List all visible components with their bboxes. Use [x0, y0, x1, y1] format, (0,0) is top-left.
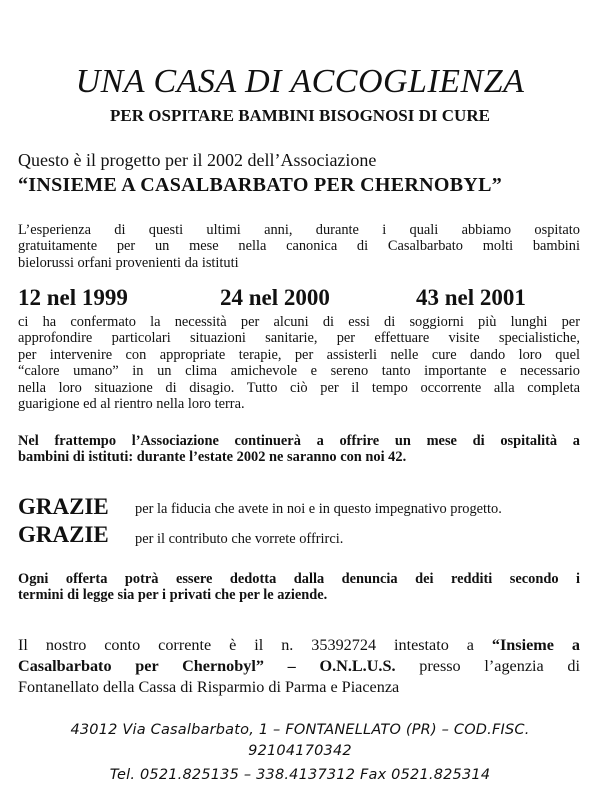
account-text: Il nostro conto corrente è il n. 35392724 intestato a	[18, 636, 492, 654]
thanks-heading-2: GRAZIE	[18, 522, 109, 547]
paragraph-meanwhile	[18, 433, 580, 466]
account-holder-start: “Insieme a	[491, 636, 580, 654]
text-line: guarigione ed al rientro nella loro terra.	[18, 396, 245, 413]
paragraph-experience	[18, 222, 580, 271]
text-line: approfondire particolari situazioni sanitarie, per effettuare visite specialistiche,	[18, 330, 580, 347]
paragraph-bank-account	[18, 635, 580, 698]
thanks-heading-1: GRAZIE	[18, 494, 109, 519]
stat-2000: 24 nel 2000	[220, 285, 330, 310]
text-line: L’esperienza di questi ultimi anni, durante i quali abbiamo ospitato	[18, 222, 580, 238]
text-line: per intervenire con appropriate terapie, per assisterli nelle cure dando loro quel	[18, 346, 580, 363]
thanks-text-2: per il contributo che vorrete offrirci.	[135, 531, 344, 547]
footer-fiscal-code: 92104170342	[248, 743, 352, 759]
text-line: nella loro situazione di disagio. Tutto ciò per il tempo occorrente alla completa	[18, 379, 580, 396]
text-line: Nel frattempo l’Associazione continuerà a offrire un mese di ospitalità a	[18, 433, 580, 449]
text-line: termini di legge sia per i privati che per le aziende.	[18, 587, 328, 604]
page-subtitle: PER OSPITARE BAMBINI BISOGNOSI DI CURE	[110, 106, 490, 125]
footer-phones: Tel. 0521.825135 – 338.4137312 Fax 0521.825314	[109, 767, 491, 783]
text-line: ci ha confermato la necessità per alcuni di essi di soggiorni più lunghi per	[18, 314, 580, 330]
footer-address: 43012 Via Casalbarbato, 1 – FONTANELLATO (PR) – COD.FISC.	[70, 722, 530, 738]
text-line: Ogni offerta potrà essere dedotta dalla denuncia dei redditi secondo i	[18, 571, 580, 587]
stat-2001: 43 nel 2001	[416, 285, 526, 310]
text-line: Fontanellato della Cassa di Risparmio di Parma e Piacenza	[18, 678, 400, 696]
paragraph-necessity	[18, 314, 580, 412]
text-line	[18, 656, 580, 677]
intro-text: Questo è il progetto per il 2002 dell’Associazione	[18, 150, 377, 170]
stat-1999: 12 nel 1999	[18, 285, 128, 310]
text-line: bambini di istituti: durante l’estate 2002 ne saranno con noi 42.	[18, 449, 407, 466]
text-line: bielorussi orfani provenienti da istituti	[18, 254, 239, 271]
agency-text: presso l’agenzia di	[395, 657, 581, 675]
account-holder-end: Casalbarbato per Chernobyl” – O.N.L.U.S.	[18, 657, 396, 675]
page-title: UNA CASA DI ACCOGLIENZA	[75, 63, 525, 100]
association-name: “INSIEME A CASALBARBATO PER CHERNOBYL”	[18, 174, 503, 196]
paragraph-tax-deduction	[18, 571, 580, 604]
text-line	[18, 635, 580, 656]
thanks-text-1: per la fiducia che avete in noi e in questo impegnativo progetto.	[135, 501, 502, 517]
text-line: gratuitamente per un mese nella canonica di Casalbarbato molti bambini	[18, 238, 580, 255]
text-line: “calore umano” in un clima amichevole e sereno tanto importante e necessario	[18, 363, 580, 380]
